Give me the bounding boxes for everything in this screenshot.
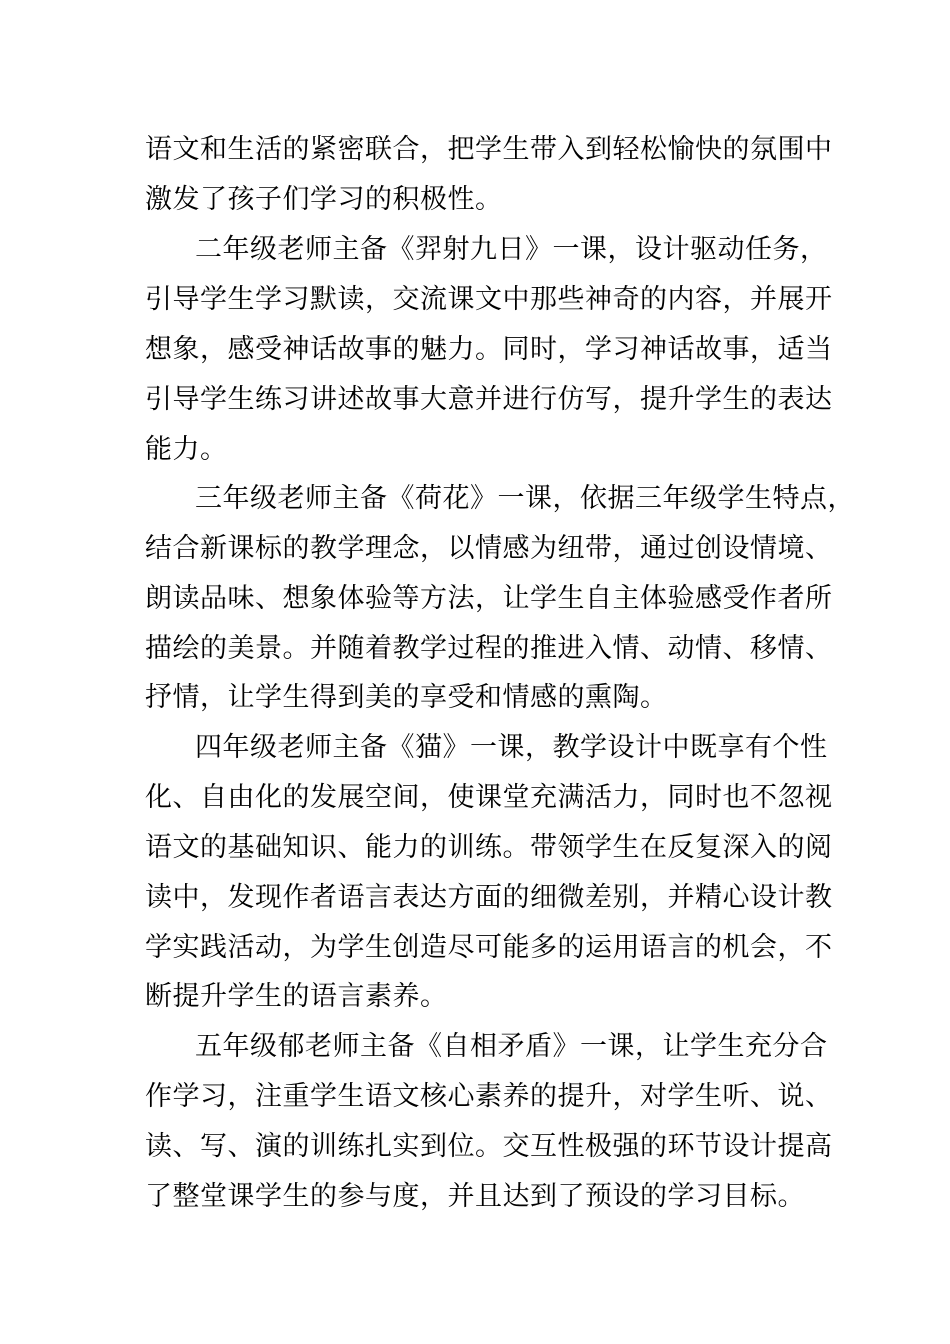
text-line: 语文和生活的紧密联合，把学生带入到轻松愉快的氛围中: [145, 134, 833, 165]
text-line: 作学习，注重学生语文核心素养的提升，对学生听、说、: [145, 1081, 833, 1112]
text-line: 读中，发现作者语言表达方面的细微差别，并精心设计教: [145, 882, 833, 913]
text-line: 五年级郁老师主备《自相矛盾》一课，让学生充分合: [195, 1031, 828, 1062]
text-line: 二年级老师主备《羿射九日》一课，设计驱动任务，: [195, 234, 828, 265]
text-line: 激发了孩子们学习的积极性。: [145, 184, 503, 215]
text-line: 断提升学生的语言素养。: [145, 981, 448, 1012]
text-line: 语文的基础知识、能力的训练。带领学生在反复深入的阅: [145, 832, 833, 863]
text-line: 引导学生练习讲述故事大意并进行仿写，提升学生的表达: [145, 384, 833, 415]
text-line: 结合新课标的教学理念，以情感为纽带，通过创设情境、: [145, 533, 833, 564]
text-line: 想象，感受神话故事的魅力。同时，学习神话故事，适当: [145, 334, 833, 365]
text-line: 描绘的美景。并随着教学过程的推进入情、动情、移情、: [145, 633, 833, 664]
text-line: 学实践活动，为学生创造尽可能多的运用语言的机会，不: [145, 932, 833, 963]
text-line: 抒情，让学生得到美的享受和情感的熏陶。: [145, 682, 668, 713]
text-line: 了整堂课学生的参与度，并且达到了预设的学习目标。: [145, 1181, 805, 1212]
text-line: 四年级老师主备《猫》一课，教学设计中既享有个性: [195, 732, 828, 763]
text-line: 能力。: [145, 434, 228, 465]
text-line: 引导学生学习默读，交流课文中那些神奇的内容，并展开: [145, 284, 833, 315]
text-line: 读、写、演的训练扎实到位。交互性极强的环节设计提高: [145, 1131, 833, 1162]
text-line: 朗读品味、想象体验等方法，让学生自主体验感受作者所: [145, 583, 833, 614]
text-line: 三年级老师主备《荷花》一课，依据三年级学生特点，: [195, 483, 855, 514]
text-line: 化、自由化的发展空间，使课堂充满活力，同时也不忽视: [145, 782, 833, 813]
